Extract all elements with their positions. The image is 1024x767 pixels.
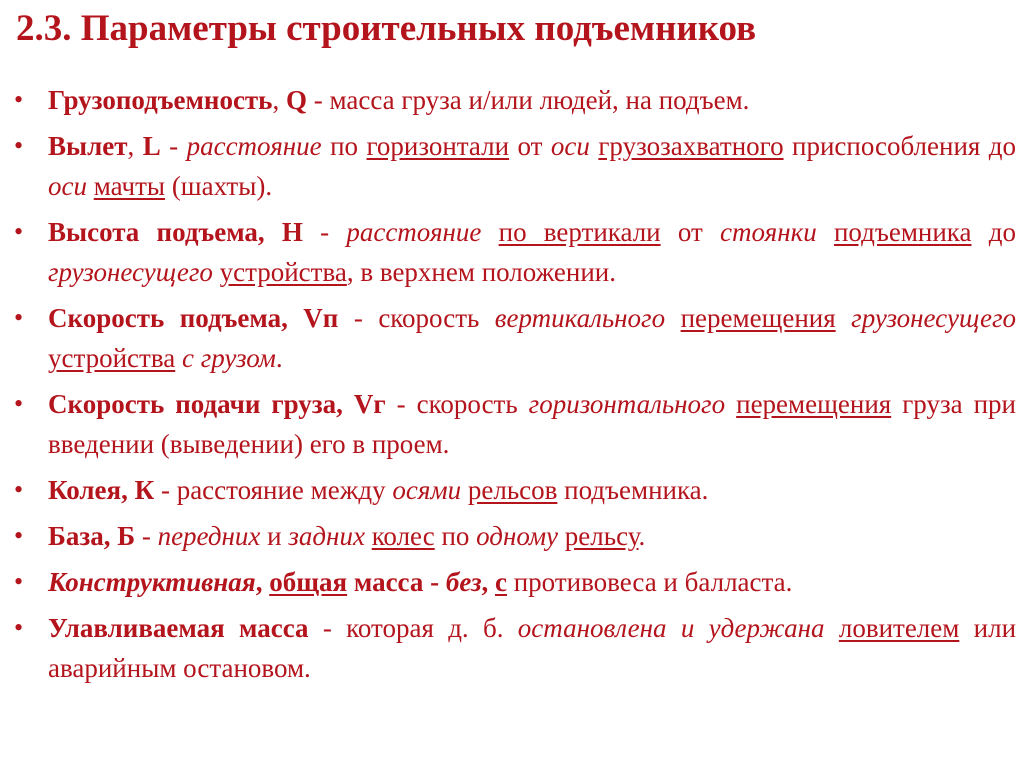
text-run: Конструктивная <box>48 567 256 597</box>
text-run: передних <box>157 521 261 551</box>
text-run: с <box>495 567 507 597</box>
text-run: рельсу <box>564 521 639 551</box>
text-run <box>725 389 736 419</box>
text-run: оси <box>48 171 87 201</box>
text-run: Скорость подачи груза, Vг <box>48 389 386 419</box>
text-run: , в верхнем положении. <box>346 257 616 287</box>
bullet-dot: • <box>14 521 24 550</box>
text-run: по <box>434 521 477 551</box>
slide-title: 2.3. Параметры строительных подъемников <box>16 8 757 49</box>
text-run <box>175 343 182 373</box>
text-run: ловителем <box>838 613 960 643</box>
text-run: грузонесущего <box>851 303 1017 333</box>
text-run: горизонтального <box>528 389 726 419</box>
text-run: рельсов <box>467 475 558 505</box>
bullet-dot: • <box>14 303 24 332</box>
text-run: противовеса и балласта. <box>506 567 793 597</box>
text-run <box>836 303 851 333</box>
text-run: - которая д. б. <box>308 613 518 643</box>
text-run: - скорость <box>338 303 495 333</box>
text-run <box>87 171 94 201</box>
text-run: вертикального <box>494 303 666 333</box>
text-run: оси <box>550 131 590 161</box>
text-run: - <box>160 131 187 161</box>
text-run: L <box>142 131 161 161</box>
bullet-dot: • <box>14 131 24 160</box>
text-run: - <box>302 217 347 247</box>
bullet-dot: • <box>14 217 24 246</box>
text-run: Вылет <box>48 131 128 161</box>
text-run: устройства <box>219 257 347 287</box>
text-run: с грузом <box>181 343 276 373</box>
text-run: по <box>321 131 367 161</box>
text-run: от <box>509 131 551 161</box>
text-run: , <box>272 85 286 115</box>
text-run: мачты <box>93 171 166 201</box>
text-run <box>365 521 372 551</box>
text-run: остановлена и удержана <box>517 613 825 643</box>
bullet-item <box>0 384 1024 464</box>
text-run: перемещения <box>736 389 892 419</box>
text-run: - скорость <box>385 389 529 419</box>
text-run <box>825 613 839 643</box>
bullet-item <box>0 298 1024 378</box>
text-run: Высота подъема, Н <box>48 217 303 247</box>
text-run <box>665 303 680 333</box>
bullet-item <box>0 212 1024 292</box>
text-run: , <box>127 131 143 161</box>
bullet-list <box>0 80 1024 694</box>
text-run: колес <box>371 521 435 551</box>
text-run: расстояние <box>346 217 482 247</box>
text-run: одному <box>476 521 559 551</box>
text-run: осями <box>392 475 462 505</box>
text-run: без <box>445 567 482 597</box>
text-run: грузозахватного <box>598 131 784 161</box>
text-run: , <box>481 567 495 597</box>
text-run: от <box>660 217 721 247</box>
bullet-dot: • <box>14 613 24 642</box>
text-run <box>481 217 498 247</box>
text-run: Улавливаемая масса <box>48 613 309 643</box>
text-run: приспособления до <box>783 131 1017 161</box>
text-run: до <box>971 217 1016 247</box>
text-run: устройства <box>48 343 176 373</box>
text-run: задних <box>288 521 365 551</box>
bullet-item <box>0 562 1024 602</box>
bullet-dot: • <box>14 389 24 418</box>
text-run: и <box>260 521 289 551</box>
text-run: . <box>638 521 646 551</box>
text-run <box>817 217 834 247</box>
text-run <box>461 475 468 505</box>
bullet-item <box>0 608 1024 688</box>
text-run: - масса груза и/или людей, на подъем. <box>306 85 750 115</box>
text-run <box>213 257 220 287</box>
text-run: База, Б <box>48 521 136 551</box>
text-run: стоянки <box>720 217 817 247</box>
text-run: или аварийным остановом. <box>48 613 1017 683</box>
text-run <box>558 521 565 551</box>
text-run: расстояние <box>186 131 322 161</box>
text-run: . <box>275 343 283 373</box>
text-run: груза при введении (выведении) его в проем. <box>48 389 1016 459</box>
text-run: масса - <box>347 567 446 597</box>
text-run: горизонтали <box>366 131 510 161</box>
text-run: подъемника <box>833 217 972 247</box>
text-run: Грузоподъемность <box>48 85 273 115</box>
text-run: - расстояние между <box>154 475 393 505</box>
text-run: по вертикали <box>498 217 661 247</box>
bullet-item <box>0 80 1024 120</box>
text-run: общая <box>269 567 348 597</box>
text-run: подъемника. <box>557 475 709 505</box>
bullet-dot: • <box>14 567 24 596</box>
bullet-item <box>0 516 1024 556</box>
text-run: , <box>255 567 270 597</box>
text-run: Скорость подъема, Vп <box>48 303 339 333</box>
text-run: Колея, К <box>48 475 155 505</box>
bullet-dot: • <box>14 475 24 504</box>
bullet-dot: • <box>14 85 24 114</box>
text-run: (шахты). <box>165 171 273 201</box>
bullet-item <box>0 470 1024 510</box>
text-run: перемещения <box>680 303 836 333</box>
text-run: - <box>135 521 158 551</box>
text-run: Q <box>285 85 307 115</box>
text-run: грузонесущего <box>48 257 213 287</box>
bullet-item <box>0 126 1024 206</box>
